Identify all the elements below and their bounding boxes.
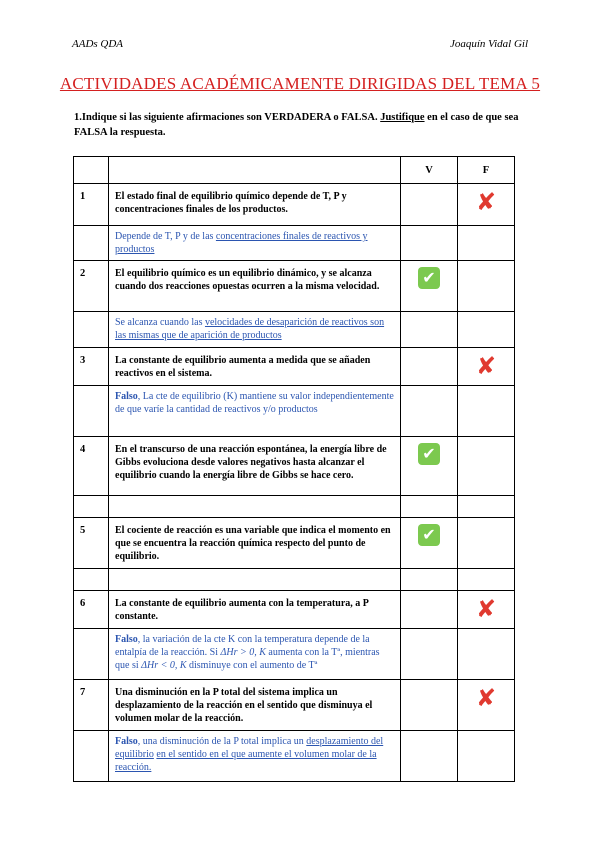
answer-underlined: en el sentido en el que aumente el volumen molar de la reacción. bbox=[115, 749, 377, 773]
true-cell bbox=[401, 680, 458, 731]
row-number: 5 bbox=[74, 518, 109, 569]
false-cell bbox=[458, 680, 515, 731]
header-num bbox=[74, 157, 109, 184]
check-mark-icon: ✔ bbox=[418, 443, 440, 465]
table-row bbox=[74, 184, 515, 226]
check-mark-icon: ✔ bbox=[418, 524, 440, 546]
answer-row bbox=[74, 496, 515, 518]
false-cell bbox=[458, 348, 515, 386]
answer bbox=[109, 731, 401, 782]
table-row bbox=[74, 518, 515, 569]
answer-row bbox=[74, 386, 515, 437]
answer-formula: ΔHr < 0, K bbox=[141, 660, 187, 671]
header-course: AADs QDA bbox=[72, 38, 124, 50]
answer-text: Depende de T, P y de las bbox=[115, 231, 216, 242]
true-cell bbox=[401, 261, 458, 312]
table-header-row bbox=[74, 157, 515, 184]
answer-bold: Falso bbox=[115, 736, 138, 747]
true-cell bbox=[401, 591, 458, 629]
answer-row bbox=[74, 731, 515, 782]
answer-underlined: velocidades de desaparición de reactivos son las mismas que de aparición de productos bbox=[115, 317, 385, 341]
check-mark-icon: ✔ bbox=[418, 267, 440, 289]
answer-text: , la variación de la cte K con la temperatura depende de la entalpía de la reacción. Si bbox=[115, 634, 370, 658]
answer-formula: ΔHr > 0, K bbox=[220, 647, 266, 658]
table-row bbox=[74, 437, 515, 496]
header-false: F bbox=[458, 157, 515, 184]
true-cell bbox=[401, 437, 458, 496]
answer-row bbox=[74, 226, 515, 261]
table-row bbox=[74, 348, 515, 386]
row-number: 1 bbox=[74, 184, 109, 226]
table-row bbox=[74, 261, 515, 312]
cross-mark-icon: ✘ bbox=[475, 352, 497, 380]
answer bbox=[109, 312, 401, 348]
row-number: 2 bbox=[74, 261, 109, 312]
statement: La constante de equilibrio aumenta con la temperatura, a P constante. bbox=[109, 591, 401, 629]
statement: El equilibrio químico es un equilibrio dinámico, y se alcanza cuando dos reacciones opuestas ocurren a la misma velocidad. bbox=[109, 261, 401, 312]
false-cell bbox=[458, 591, 515, 629]
false-cell bbox=[458, 437, 515, 496]
table-row bbox=[74, 680, 515, 731]
answer-text: , La cte de equilibrio (K) mantiene su valor independientemente de que varíe la cantidad de reactivos y/o productos bbox=[115, 391, 394, 415]
answer-text: Se alcanza cuando las bbox=[115, 317, 205, 328]
cross-mark-icon: ✘ bbox=[475, 188, 497, 216]
true-cell bbox=[401, 348, 458, 386]
row-number: 4 bbox=[74, 437, 109, 496]
true-cell bbox=[401, 518, 458, 569]
statement: Una disminución en la P total del sistema implica un desplazamiento de la reacción en el sentido que disminuya el volumen molar de la reacción. bbox=[109, 680, 401, 731]
answer-bold: Falso bbox=[115, 634, 138, 645]
instructions-part3: en el caso de que sea FALSA la respuesta. bbox=[74, 112, 519, 138]
answer bbox=[109, 629, 401, 680]
page-title: ACTIVIDADES ACADÉMICAMENTE DIRIGIDAS DEL TEMA 5 bbox=[59, 74, 541, 93]
instructions bbox=[74, 110, 534, 140]
false-cell bbox=[458, 261, 515, 312]
answer-bold: Falso bbox=[115, 391, 138, 402]
statement: El cociente de reacción es una variable que indica el momento en que se encuentra la reacción química respecto del punto de equilibrio. bbox=[109, 518, 401, 569]
row-number: 3 bbox=[74, 348, 109, 386]
answer-row bbox=[74, 312, 515, 348]
answer-text: aumenta con la Tª, mientras que si bbox=[115, 647, 380, 671]
answer-text: disminuye con el aumento de Tª bbox=[186, 660, 318, 671]
instructions-part1: 1.Indique si las siguiente afirmaciones son VERDADERA o FALSA. bbox=[74, 112, 381, 123]
answer-row bbox=[74, 629, 515, 680]
header-text bbox=[109, 157, 401, 184]
false-cell bbox=[458, 184, 515, 226]
answer-text: , una disminución de la P total implica un bbox=[137, 736, 307, 747]
statement: En el transcurso de una reacción espontánea, la energía libre de Gibbs evoluciona desde valores negativos hasta alcanzar el equilibrio cuando la energía libre de Gibbs se hace cero. bbox=[109, 437, 401, 496]
answer-underlined: desplazamiento del equilibrio bbox=[115, 736, 384, 760]
true-false-table bbox=[73, 156, 515, 782]
statement: El estado final de equilibrio químico depende de T, P y concentraciones finales de los productos. bbox=[109, 184, 401, 226]
row-number: 6 bbox=[74, 591, 109, 629]
header-true: V bbox=[401, 157, 458, 184]
statement: La constante de equilibrio aumenta a medida que se añaden reactivos en el sistema. bbox=[109, 348, 401, 386]
true-cell bbox=[401, 184, 458, 226]
cross-mark-icon: ✘ bbox=[475, 684, 497, 712]
header-author: Joaquín Vidal Gil bbox=[449, 38, 528, 50]
answer-row bbox=[74, 569, 515, 591]
instructions-part2: Justifique bbox=[380, 112, 425, 123]
row-number: 7 bbox=[74, 680, 109, 731]
page-header bbox=[72, 38, 528, 54]
answer bbox=[109, 226, 401, 261]
answer-underlined: concentraciones finales de reactivos y productos bbox=[115, 231, 368, 255]
false-cell bbox=[458, 518, 515, 569]
cross-mark-icon: ✘ bbox=[475, 595, 497, 623]
table-row bbox=[74, 591, 515, 629]
answer bbox=[109, 386, 401, 437]
